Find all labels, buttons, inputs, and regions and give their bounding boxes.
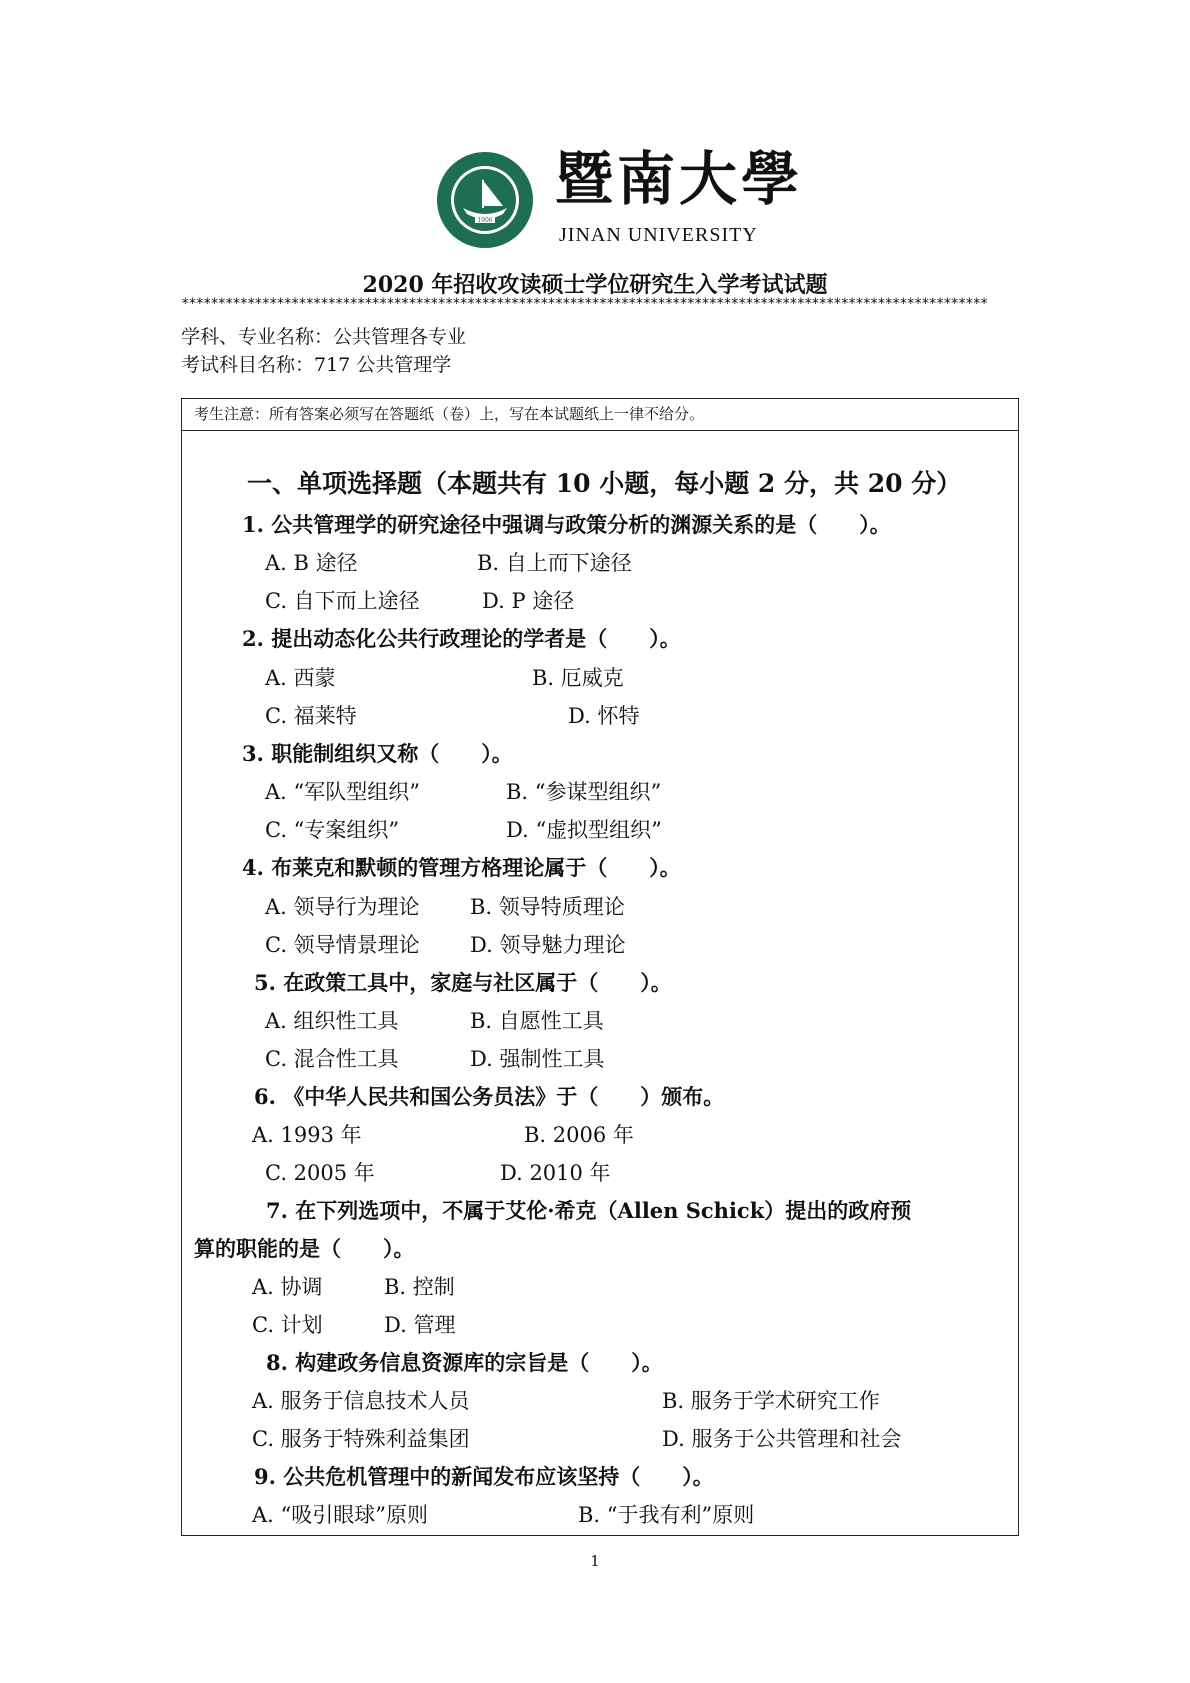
q3-option-a: A. “军队型组织” [265,780,420,804]
q6-option-d: D. 2010 年 [500,1161,611,1185]
university-logo [435,145,804,250]
subject-line: 考试科目名称：717 公共管理学 [181,354,452,376]
q6-option-c: C. 2005 年 [265,1161,375,1185]
q6-option-b: B. 2006 年 [524,1123,634,1147]
q1-option-a: A. B 途径 [265,551,358,575]
q8-option-d: D. 服务于公共管理和社会 [662,1427,902,1451]
seal-year: 1906 [477,217,493,224]
question-5: 5. 在政策工具中，家庭与社区属于（ ）。 [254,970,672,995]
q4-option-b: B. 领导特质理论 [470,895,625,919]
question-2: 2. 提出动态化公共行政理论的学者是（ ）。 [242,626,681,651]
q1-option-c: C. 自下而上途径 [265,589,420,613]
q3-option-d: D. “虚拟型组织” [506,818,662,842]
q1-option-d: D. P 途径 [482,589,575,613]
university-seal-icon [435,150,535,250]
q9-option-a: A. “吸引眼球”原则 [252,1503,428,1527]
logo-english-name: JINAN UNIVERSITY [559,224,758,246]
question-8: 8. 构建政务信息资源库的宗旨是（ ）。 [266,1350,663,1375]
question-1: 1. 公共管理学的研究途径中强调与政策分析的渊源关系的是（ ）。 [242,512,891,537]
q4-option-a: A. 领导行为理论 [265,895,420,919]
q7-option-b: B. 控制 [384,1275,455,1299]
q2-option-d: D. 怀特 [568,704,640,728]
question-6: 6. 《中华人民共和国公务员法》于（ ）颁布。 [254,1084,725,1109]
q2-option-a: A. 西蒙 [265,666,336,690]
page-number: 1 [590,1552,600,1570]
exam-title: 2020 年招收攻读硕士学位研究生入学考试试题 [362,272,828,298]
q4-option-d: D. 领导魅力理论 [470,933,626,957]
q2-option-c: C. 福莱特 [265,704,357,728]
q7-option-d: D. 管理 [384,1313,456,1337]
q9-option-b: B. “于我有利”原则 [578,1503,755,1527]
question-7-continued: 算的职能的是（ ）。 [194,1236,415,1261]
q8-option-c: C. 服务于特殊利益集团 [252,1427,470,1451]
q4-option-c: C. 领导情景理论 [265,933,420,957]
q7-option-c: C. 计划 [252,1313,323,1337]
q5-option-a: A. 组织性工具 [265,1009,399,1033]
q2-option-b: B. 厄威克 [532,666,624,690]
q6-option-a: A. 1993 年 [252,1123,362,1147]
q5-option-d: D. 强制性工具 [470,1047,605,1071]
exam-body-box [181,398,1019,1536]
question-3: 3. 职能制组织又称（ ）。 [242,741,513,766]
q7-option-a: A. 协调 [252,1275,323,1299]
question-9: 9. 公共危机管理中的新闻发布应该坚持（ ）。 [254,1464,714,1489]
section-title: 一、单项选择题（本题共有 10 小题，每小题 2 分，共 20 分） [247,469,962,498]
q5-option-b: B. 自愿性工具 [470,1009,604,1033]
logo-chinese-name: 暨南大學 [555,145,804,213]
q1-option-b: B. 自上而下途径 [477,551,632,575]
q8-option-a: A. 服务于信息技术人员 [252,1389,470,1413]
q8-option-b: B. 服务于学术研究工作 [662,1389,880,1413]
q3-option-b: B. “参谋型组织” [506,780,662,804]
major-line: 学科、专业名称：公共管理各专业 [181,326,467,348]
q5-option-c: C. 混合性工具 [265,1047,399,1071]
question-7: 7. 在下列选项中，不属于艾伦·希克（Allen Schick）提出的政府预 [266,1198,912,1223]
star-divider: ************************************************************************************************************** [181,296,988,312]
q3-option-c: C. “专案组织” [265,818,400,842]
question-4: 4. 布莱克和默顿的管理方格理论属于（ ）。 [242,855,681,880]
candidate-notice: 考生注意：所有答案必须写在答题纸（卷）上，写在本试题纸上一律不给分。 [182,399,1018,431]
